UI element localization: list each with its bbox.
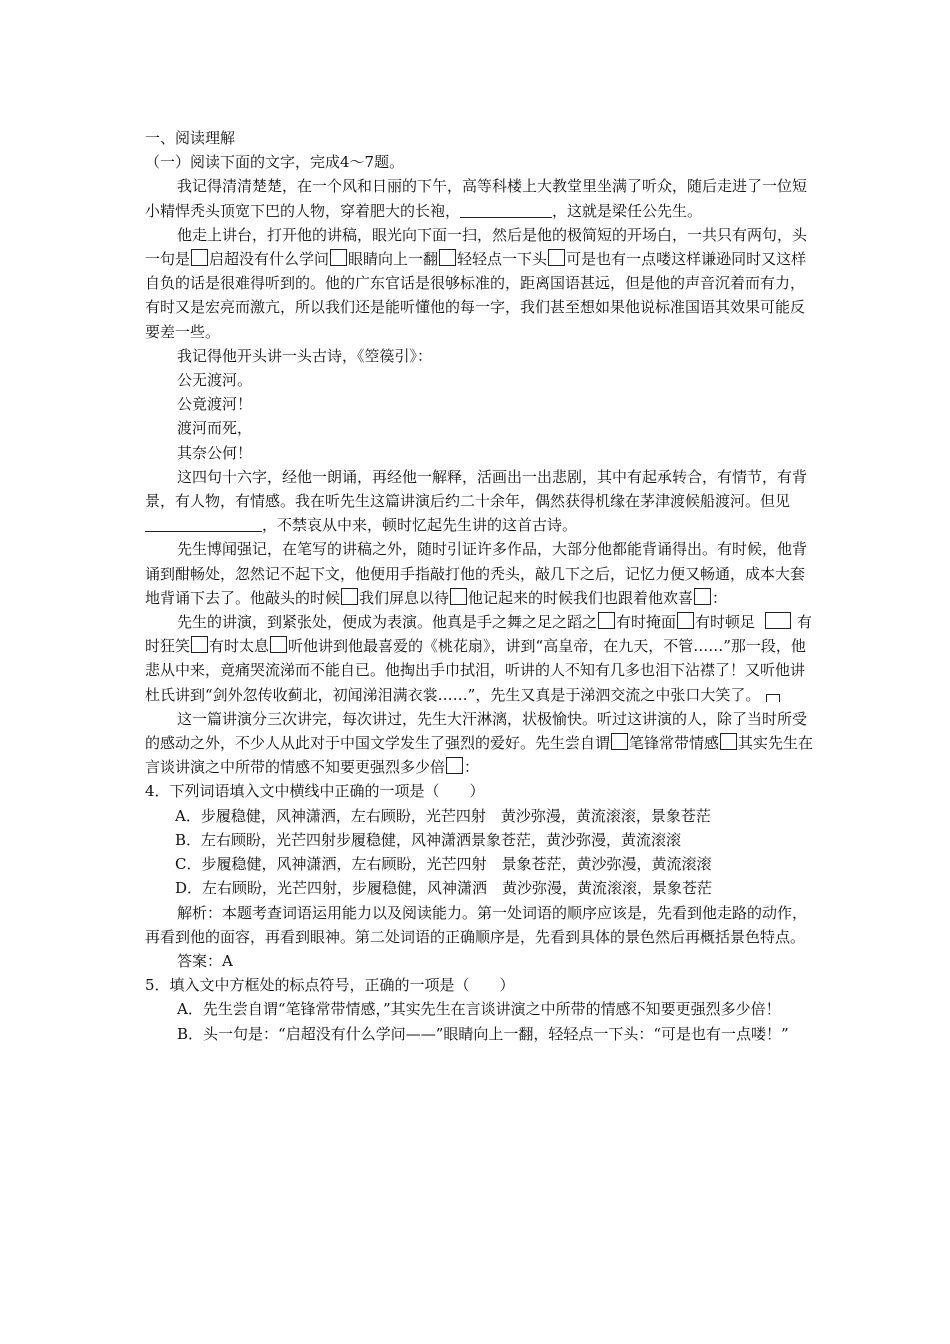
punctuation-box bbox=[548, 249, 565, 266]
text-run: 有时太息 bbox=[209, 637, 270, 656]
question-4-answer: 答案：A bbox=[177, 951, 233, 970]
punctuation-box bbox=[446, 757, 463, 774]
question-4-option-c: C．步履稳健，风神潇洒，左右顾盼，光芒四射 景象苍茫，黄沙弥漫，黄流滚滚 bbox=[175, 855, 712, 874]
text-run: 这一篇讲演分三次讲完，每次讲过，先生大汗淋漓，状极愉快。听过这讲演的人，除了当时所受的感动之外，不少人从此对于中国文学发生了强烈的爱好。先生尝自谓 bbox=[145, 709, 808, 753]
punctuation-box bbox=[611, 733, 628, 750]
passage-paragraph-6 bbox=[145, 610, 815, 707]
text-run: 其实先生在言谈讲演之中所带的情感不知要更强烈多少倍 bbox=[145, 734, 814, 777]
text-run: 我们屏息以待 bbox=[359, 588, 450, 607]
text-run: 眼睛向上一翻 bbox=[348, 250, 439, 269]
question-4-option-b: B．左右顾盼，光芒四射步履稳健，风神潇洒景象苍茫，黄沙弥漫，黄流滚滚 bbox=[175, 830, 682, 849]
passage-paragraph-5 bbox=[145, 537, 815, 610]
question-4-stem: 4．下列词语填入文中横线中正确的一项是（ ） bbox=[145, 782, 485, 801]
fill-blank bbox=[460, 203, 552, 218]
question-5-stem: 5．填入文中方框处的标点符号，正确的一项是（ ） bbox=[145, 976, 515, 995]
punctuation-box bbox=[191, 636, 208, 653]
text-run: 先生的讲演，到紧张处，便成为表演。他真是手之舞之足之蹈之 bbox=[177, 613, 598, 632]
text-run: 轻轻点一下头 bbox=[457, 250, 548, 269]
document-page bbox=[145, 126, 815, 1046]
passage-paragraph-7 bbox=[145, 707, 815, 780]
text-run: 有时狂笑 bbox=[145, 613, 813, 656]
punctuation-box bbox=[598, 612, 615, 629]
punctuation-box bbox=[341, 588, 358, 605]
text-run: 他记起来的时候我们也跟着他欢喜 bbox=[468, 588, 694, 607]
text-run: ： bbox=[464, 758, 480, 777]
punctuation-box bbox=[677, 612, 694, 629]
section-title: 一、阅读理解 bbox=[145, 129, 236, 147]
fill-blank bbox=[145, 517, 262, 532]
poem-line: 其奈公何！ bbox=[177, 443, 253, 462]
text-run: 他走上讲台，打开他的讲稿，眼光向下面一扫，然后是他的极简短的开场白，一共只有两句，头一句是 bbox=[145, 225, 808, 269]
passage-paragraph-3: 我记得他开头讲一头古诗，《箜篌引》： bbox=[177, 346, 433, 365]
passage-paragraph-1 bbox=[145, 174, 815, 222]
text-run: 先生博闻强记，在笔写的讲稿之外，随时引证许多作品，大部分他都能背诵得出。有时候，他背诵到酣畅处，忽然记不起下文，他便用手指敲打他的秃头，敲几下之后，记忆力便又畅通，成本大套地背诵下去了。他敲头的时候 bbox=[145, 540, 808, 607]
caret-mark bbox=[766, 694, 780, 702]
question-4-option-d: D．左右顾盼，光芒四射，步履稳健，风神潇洒 黄沙弥漫，黄流滚滚，景象苍茫 bbox=[175, 879, 713, 898]
text-run: 笔锋常带情感 bbox=[629, 734, 720, 753]
question-5-option-a: A．先生尝自谓“笔锋常带情感，”其实先生在言谈讲演之中所带的情感不知要更强烈多少倍！ bbox=[177, 1000, 781, 1019]
passage-paragraph-4 bbox=[145, 465, 815, 538]
punctuation-box bbox=[191, 249, 208, 266]
punctuation-box bbox=[450, 588, 467, 605]
text-run: 听他讲到他最喜爱的《桃花扇》，讲到“高皇帝，在九天，不管……”那一段，他悲从中来，竟痛哭流涕而不能自已。他掏出手巾拭泪，听讲的人不知有几多也泪下沾襟了！又听他讲杜氏讲到“剑外忽传收蓟北，初闻涕泪满衣裳……”，先生又真是于涕泗交流之中张口大笑了。 bbox=[145, 637, 806, 704]
text-run: 启超没有什么学问 bbox=[209, 250, 330, 269]
passage-paragraph-2 bbox=[145, 223, 815, 344]
poem-line: 公无渡河。 bbox=[177, 371, 253, 390]
text-run: 这四句十六字，经他一朗诵，再经他一解释，活画出一出悲剧，其中有起承转合，有情节，有背景，有人物，有情感。我在听先生这篇讲演后约二十余年，偶然获得机缘在茅津渡候船渡河。但见 bbox=[145, 467, 808, 511]
text-run: 可是也有一点喽 bbox=[566, 250, 672, 269]
question-4-analysis: 解析：本题考查词语运用能力以及阅读能力。第一处词语的顺序应该是，先看到他走路的动作，再看到他的面容，再看到眼神。第二处词语的正确顺序是，先看到具体的景色然后再概括景色特点。 bbox=[145, 903, 808, 946]
punctuation-box bbox=[439, 249, 456, 266]
punctuation-box bbox=[720, 733, 737, 750]
poem-line: 公竟渡河！ bbox=[177, 395, 253, 414]
punctuation-box bbox=[765, 612, 791, 629]
text-run: ，这就是梁任公先生。 bbox=[552, 201, 703, 220]
text-run: 有时顿足 bbox=[695, 613, 756, 632]
text-run: ，不禁哀从中来，顿时忆起先生讲的这首古诗。 bbox=[262, 516, 578, 535]
text-run: 这样谦逊同时又这样自负的话是很难得听到的。他的广东官话是很够标准的，距离国语甚远，但是他的声音沉着而有力，有时又是宏亮而激亢，所以我们还是能听懂他的每一字，我们甚至想如果他说标准国语其效果可能反要差一些。 bbox=[145, 250, 807, 341]
text-run: 我记得清清楚楚，在一个风和日丽的下午，高等科楼上大教堂里坐满了听众，随后走进了一位短小精悍秃头顶宽下巴的人物，穿着肥大的长袍， bbox=[145, 177, 808, 220]
question-5-option-b: B．头一句是：“启超没有什么学问——”眼睛向上一翻，轻轻点一下头：“可是也有一点喽！” bbox=[177, 1024, 789, 1043]
question-4-option-a: A．步履稳健，风神潇洒，左右顾盼，光芒四射 黄沙弥漫，黄流滚滚，景象苍茫 bbox=[175, 806, 711, 825]
poem-line: 渡河而死， bbox=[177, 419, 253, 438]
punctuation-box bbox=[694, 588, 711, 605]
passage-instruction: （一）阅读下面的文字，完成4～7题。 bbox=[145, 153, 405, 172]
text-run: ： bbox=[712, 588, 728, 607]
punctuation-box bbox=[330, 249, 347, 266]
text-run: 有时掩面 bbox=[616, 613, 677, 632]
punctuation-box bbox=[270, 636, 287, 653]
